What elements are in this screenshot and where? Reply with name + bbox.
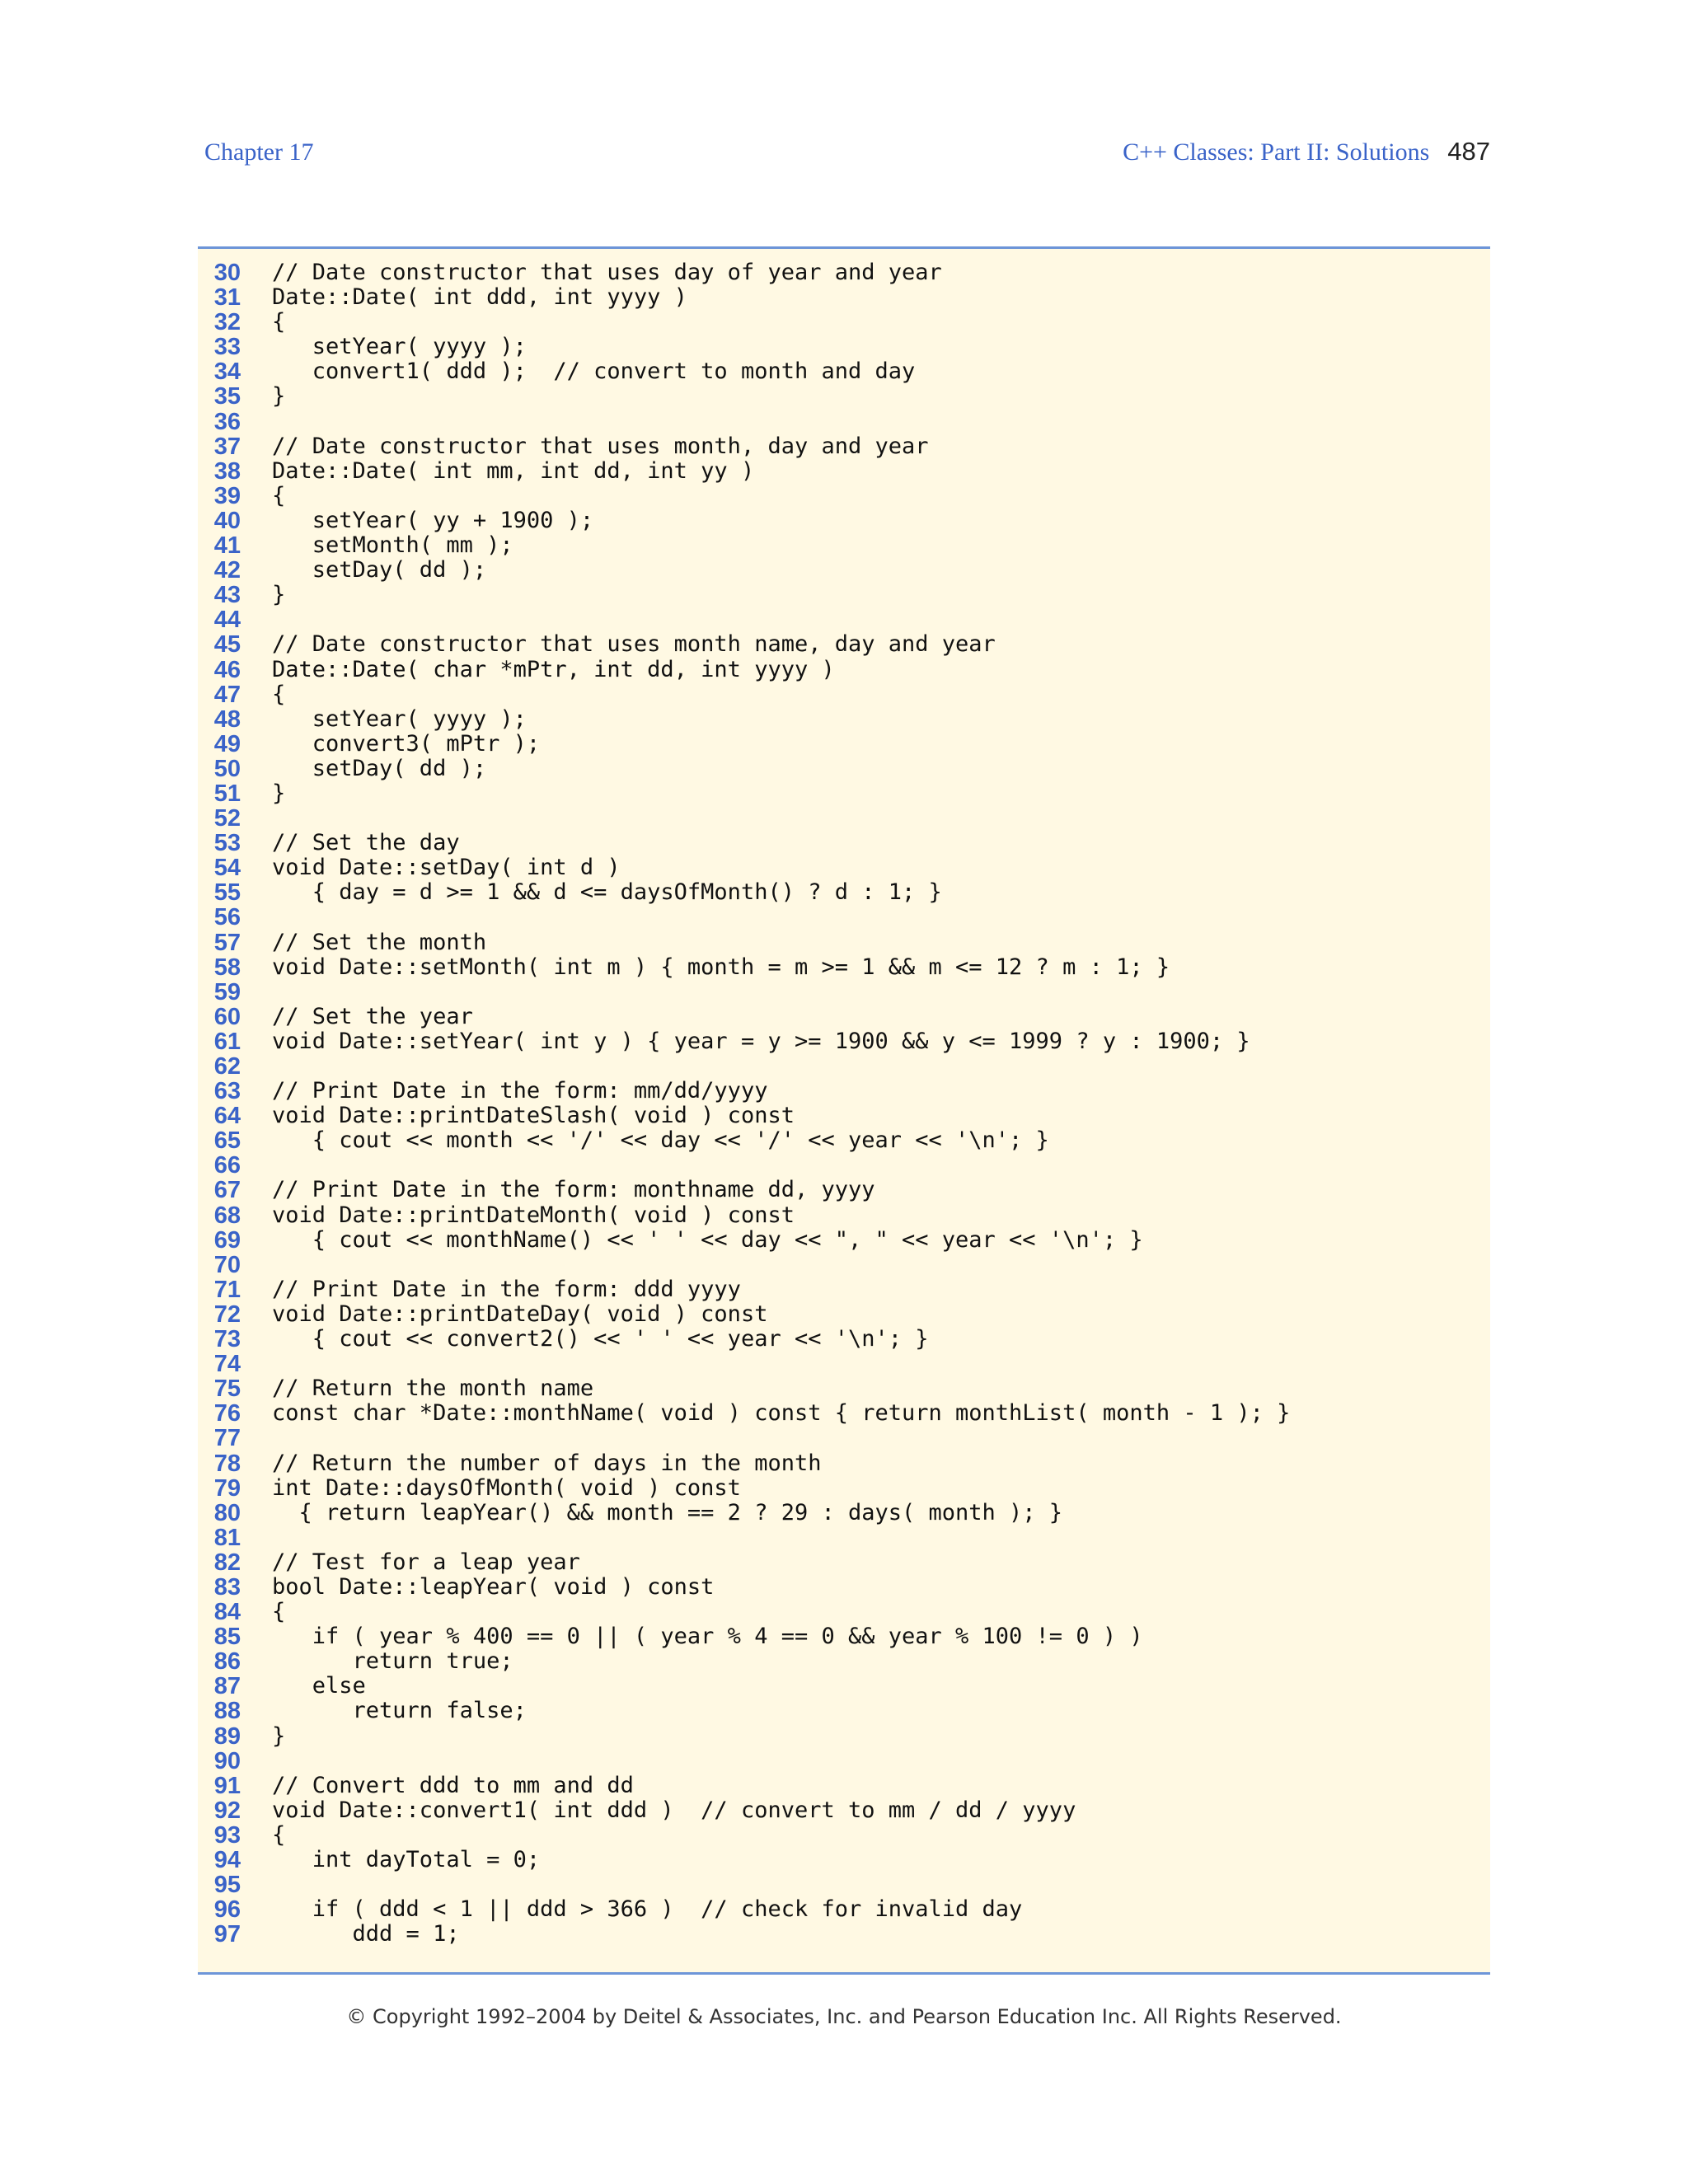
code-line xyxy=(198,1575,1490,1600)
line-code: { cout << convert2() << ' ' << year << '\n'; } xyxy=(272,1326,929,1352)
code-line xyxy=(198,1848,1490,1872)
line-code: // Print Date in the form: ddd yyyy xyxy=(272,1276,741,1302)
line-number: 88 xyxy=(213,1698,241,1725)
code-line xyxy=(198,1054,1490,1079)
line-number: 74 xyxy=(213,1351,241,1378)
line-number: 31 xyxy=(213,284,241,312)
line-number: 95 xyxy=(213,1872,241,1899)
line-number: 65 xyxy=(213,1127,241,1155)
code-line xyxy=(198,1426,1490,1451)
line-code: // Print Date in the form: mm/dd/yyyy xyxy=(272,1078,768,1104)
code-line xyxy=(198,1079,1490,1104)
code-line xyxy=(198,1526,1490,1550)
line-number: 53 xyxy=(213,830,241,857)
code-line xyxy=(198,533,1490,558)
chapter-label: Chapter 17 xyxy=(204,138,314,166)
line-code: { day = d >= 1 && d <= daysOfMonth() ? d : 1; } xyxy=(272,879,942,906)
line-code: { xyxy=(272,681,286,707)
line-number: 75 xyxy=(213,1376,241,1403)
line-code: ddd = 1; xyxy=(272,1921,460,1947)
line-code: return true; xyxy=(272,1648,513,1675)
code-line xyxy=(198,1228,1490,1253)
line-number: 91 xyxy=(213,1772,241,1799)
line-number: 55 xyxy=(213,879,241,907)
line-number: 67 xyxy=(213,1177,241,1204)
line-code: } xyxy=(272,1722,286,1749)
line-number: 90 xyxy=(213,1747,241,1774)
line-code: } xyxy=(272,383,286,410)
code-line xyxy=(198,1376,1490,1401)
code-line xyxy=(198,1798,1490,1823)
line-code: void Date::convert1( int ddd ) // convert to mm / dd / yyyy xyxy=(272,1797,1076,1823)
line-number: 71 xyxy=(213,1276,241,1303)
code-line xyxy=(198,1401,1490,1426)
line-number: 97 xyxy=(213,1921,241,1948)
line-code: if ( year % 400 == 0 || ( year % 4 == 0 && year % 100 != 0 ) ) xyxy=(272,1624,1143,1650)
code-line xyxy=(198,781,1490,806)
line-code: Date::Date( int ddd, int yyyy ) xyxy=(272,284,687,311)
line-code: { return leapYear() && month == 2 ? 29 : days( month ); } xyxy=(272,1499,1063,1526)
page-number: 487 xyxy=(1447,137,1490,166)
code-line xyxy=(198,1104,1490,1128)
code-line xyxy=(198,1922,1490,1947)
code-line xyxy=(198,335,1490,359)
code-line xyxy=(198,1352,1490,1376)
line-number: 93 xyxy=(213,1821,241,1849)
line-code: setMonth( mm ); xyxy=(272,532,513,559)
line-code: // Date constructor that uses month, day and year xyxy=(272,433,929,459)
code-line xyxy=(198,632,1490,657)
line-code: // Test for a leap year xyxy=(272,1549,580,1575)
line-code: // Print Date in the form: monthname dd, yyyy xyxy=(272,1177,875,1203)
code-listing xyxy=(198,246,1490,1975)
line-code: void Date::printDateSlash( void ) const xyxy=(272,1103,795,1129)
line-code: // Set the month xyxy=(272,929,487,955)
code-line xyxy=(198,1550,1490,1575)
line-number: 77 xyxy=(213,1425,241,1452)
code-line xyxy=(198,410,1490,434)
line-number: 57 xyxy=(213,929,241,956)
code-line xyxy=(198,434,1490,459)
line-code: Date::Date( int mm, int dd, int yy ) xyxy=(272,457,755,484)
code-line xyxy=(198,831,1490,855)
code-line xyxy=(198,905,1490,930)
line-code: void Date::printDateMonth( void ) const xyxy=(272,1202,795,1228)
code-line xyxy=(198,509,1490,533)
code-line xyxy=(198,757,1490,781)
line-number: 37 xyxy=(213,433,241,460)
line-code: void Date::setMonth( int m ) { month = m >= 1 && m <= 12 ? m : 1; } xyxy=(272,954,1170,980)
line-number: 69 xyxy=(213,1226,241,1254)
line-code: convert3( mPtr ); xyxy=(272,730,541,757)
line-number: 33 xyxy=(213,334,241,361)
line-number: 40 xyxy=(213,507,241,534)
code-line xyxy=(198,359,1490,384)
line-number: 32 xyxy=(213,309,241,336)
line-number: 34 xyxy=(213,359,241,386)
code-line xyxy=(198,1277,1490,1302)
code-line xyxy=(198,1749,1490,1774)
line-number: 73 xyxy=(213,1326,241,1353)
line-number: 63 xyxy=(213,1078,241,1105)
line-code: if ( ddd < 1 || ddd > 366 ) // check for invalid day xyxy=(272,1896,1023,1923)
code-lines xyxy=(198,260,1490,1947)
line-code: void Date::setDay( int d ) xyxy=(272,855,621,881)
line-number: 58 xyxy=(213,954,241,981)
line-number: 70 xyxy=(213,1251,241,1278)
line-number: 92 xyxy=(213,1797,241,1824)
line-number: 62 xyxy=(213,1053,241,1080)
line-number: 36 xyxy=(213,408,241,435)
code-line xyxy=(198,607,1490,632)
line-code: return false; xyxy=(272,1698,527,1724)
line-number: 81 xyxy=(213,1524,241,1551)
line-code: setYear( yyyy ); xyxy=(272,334,527,360)
line-code: const char *Date::monthName( void ) const { return monthList( month - 1 ); } xyxy=(272,1400,1291,1427)
line-number: 60 xyxy=(213,1003,241,1030)
line-code: { xyxy=(272,1821,286,1848)
code-line xyxy=(198,1178,1490,1202)
line-number: 96 xyxy=(213,1896,241,1924)
line-code: } xyxy=(272,582,286,608)
line-number: 45 xyxy=(213,631,241,658)
code-line xyxy=(198,880,1490,905)
code-line xyxy=(198,310,1490,335)
code-line xyxy=(198,806,1490,831)
copyright-footer: © Copyright 1992–2004 by Deitel & Associates, Inc. and Pearson Education Inc. All Rights Reserved. xyxy=(346,2005,1342,2028)
code-line xyxy=(198,1128,1490,1153)
line-code: // Return the number of days in the month xyxy=(272,1450,822,1476)
code-line xyxy=(198,682,1490,707)
line-code: setDay( dd ); xyxy=(272,755,487,781)
code-line xyxy=(198,1501,1490,1526)
line-number: 94 xyxy=(213,1847,241,1873)
line-number: 80 xyxy=(213,1499,241,1526)
line-code: int Date::daysOfMonth( void ) const xyxy=(272,1474,741,1501)
line-number: 54 xyxy=(213,855,241,882)
line-number: 43 xyxy=(213,582,241,609)
line-number: 48 xyxy=(213,705,241,733)
line-number: 78 xyxy=(213,1450,241,1477)
line-number: 59 xyxy=(213,978,241,1005)
code-line xyxy=(198,1823,1490,1848)
line-number: 72 xyxy=(213,1301,241,1328)
line-code: setYear( yy + 1900 ); xyxy=(272,507,594,533)
code-line xyxy=(198,855,1490,880)
line-code: } xyxy=(272,780,286,806)
line-number: 30 xyxy=(213,260,241,286)
line-number: 41 xyxy=(213,532,241,560)
code-line xyxy=(198,1649,1490,1674)
code-line xyxy=(198,1724,1490,1749)
line-number: 83 xyxy=(213,1573,241,1601)
line-number: 49 xyxy=(213,730,241,757)
line-number: 61 xyxy=(213,1028,241,1055)
code-line xyxy=(198,459,1490,484)
code-line xyxy=(198,1029,1490,1054)
code-line xyxy=(198,955,1490,980)
code-line xyxy=(198,658,1490,682)
code-line xyxy=(198,707,1490,732)
line-code: bool Date::leapYear( void ) const xyxy=(272,1573,715,1600)
code-line xyxy=(198,1203,1490,1228)
line-code: // Set the day xyxy=(272,830,460,856)
line-code: { cout << monthName() << ' ' << day << ", " << year << '\n'; } xyxy=(272,1226,1143,1253)
line-code: // Convert ddd to mm and dd xyxy=(272,1772,634,1798)
line-number: 64 xyxy=(213,1103,241,1130)
code-line xyxy=(198,1153,1490,1178)
code-line xyxy=(198,1451,1490,1476)
line-number: 38 xyxy=(213,457,241,485)
line-number: 76 xyxy=(213,1400,241,1427)
line-number: 42 xyxy=(213,557,241,584)
code-line xyxy=(198,1624,1490,1649)
code-line xyxy=(198,1674,1490,1699)
line-code: // Set the year xyxy=(272,1003,473,1029)
code-line xyxy=(198,1005,1490,1029)
code-line xyxy=(198,558,1490,583)
line-code: { cout << month << '/' << day << '/' << year << '\n'; } xyxy=(272,1127,1049,1154)
line-number: 44 xyxy=(213,607,241,634)
section-title: C++ Classes: Part II: Solutions xyxy=(1123,138,1430,166)
line-number: 87 xyxy=(213,1673,241,1700)
code-line xyxy=(198,1253,1490,1277)
code-line xyxy=(198,583,1490,607)
line-number: 89 xyxy=(213,1722,241,1750)
line-code: Date::Date( char *mPtr, int dd, int yyyy ) xyxy=(272,656,835,682)
code-line xyxy=(198,1327,1490,1352)
code-line xyxy=(198,484,1490,509)
code-line xyxy=(198,1872,1490,1897)
line-code: void Date::printDateDay( void ) const xyxy=(272,1301,768,1327)
line-number: 86 xyxy=(213,1648,241,1675)
line-number: 56 xyxy=(213,904,241,931)
line-code: void Date::setYear( int y ) { year = y >= 1900 && y <= 1999 ? y : 1900; } xyxy=(272,1028,1250,1054)
code-line xyxy=(198,980,1490,1005)
line-number: 85 xyxy=(213,1624,241,1651)
line-code: setDay( dd ); xyxy=(272,557,487,583)
line-number: 82 xyxy=(213,1549,241,1576)
line-number: 84 xyxy=(213,1599,241,1626)
running-header xyxy=(1123,137,1490,166)
line-code: { xyxy=(272,1599,286,1625)
code-line xyxy=(198,260,1490,285)
code-line xyxy=(198,1302,1490,1327)
line-code: convert1( ddd ); // convert to month and day xyxy=(272,359,916,385)
line-code: int dayTotal = 0; xyxy=(272,1847,541,1872)
line-code: { xyxy=(272,309,286,335)
line-number: 66 xyxy=(213,1152,241,1179)
line-number: 47 xyxy=(213,681,241,708)
line-code: { xyxy=(272,482,286,509)
code-line xyxy=(198,1774,1490,1798)
line-code: // Date constructor that uses month name, day and year xyxy=(272,631,996,658)
line-number: 35 xyxy=(213,383,241,410)
code-line xyxy=(198,1600,1490,1624)
line-code: else xyxy=(272,1673,366,1699)
code-line xyxy=(198,732,1490,757)
code-line xyxy=(198,384,1490,409)
line-number: 68 xyxy=(213,1202,241,1229)
code-line xyxy=(198,1897,1490,1922)
line-code: // Date constructor that uses day of year and year xyxy=(272,260,942,285)
line-number: 46 xyxy=(213,656,241,683)
code-line xyxy=(198,1476,1490,1501)
line-code: setYear( yyyy ); xyxy=(272,705,527,732)
line-number: 50 xyxy=(213,755,241,782)
code-line xyxy=(198,1699,1490,1723)
line-number: 79 xyxy=(213,1474,241,1502)
code-line xyxy=(198,930,1490,955)
line-code: // Return the month name xyxy=(272,1376,594,1402)
line-number: 51 xyxy=(213,780,241,807)
code-line xyxy=(198,285,1490,310)
line-number: 52 xyxy=(213,805,241,832)
line-number: 39 xyxy=(213,482,241,509)
